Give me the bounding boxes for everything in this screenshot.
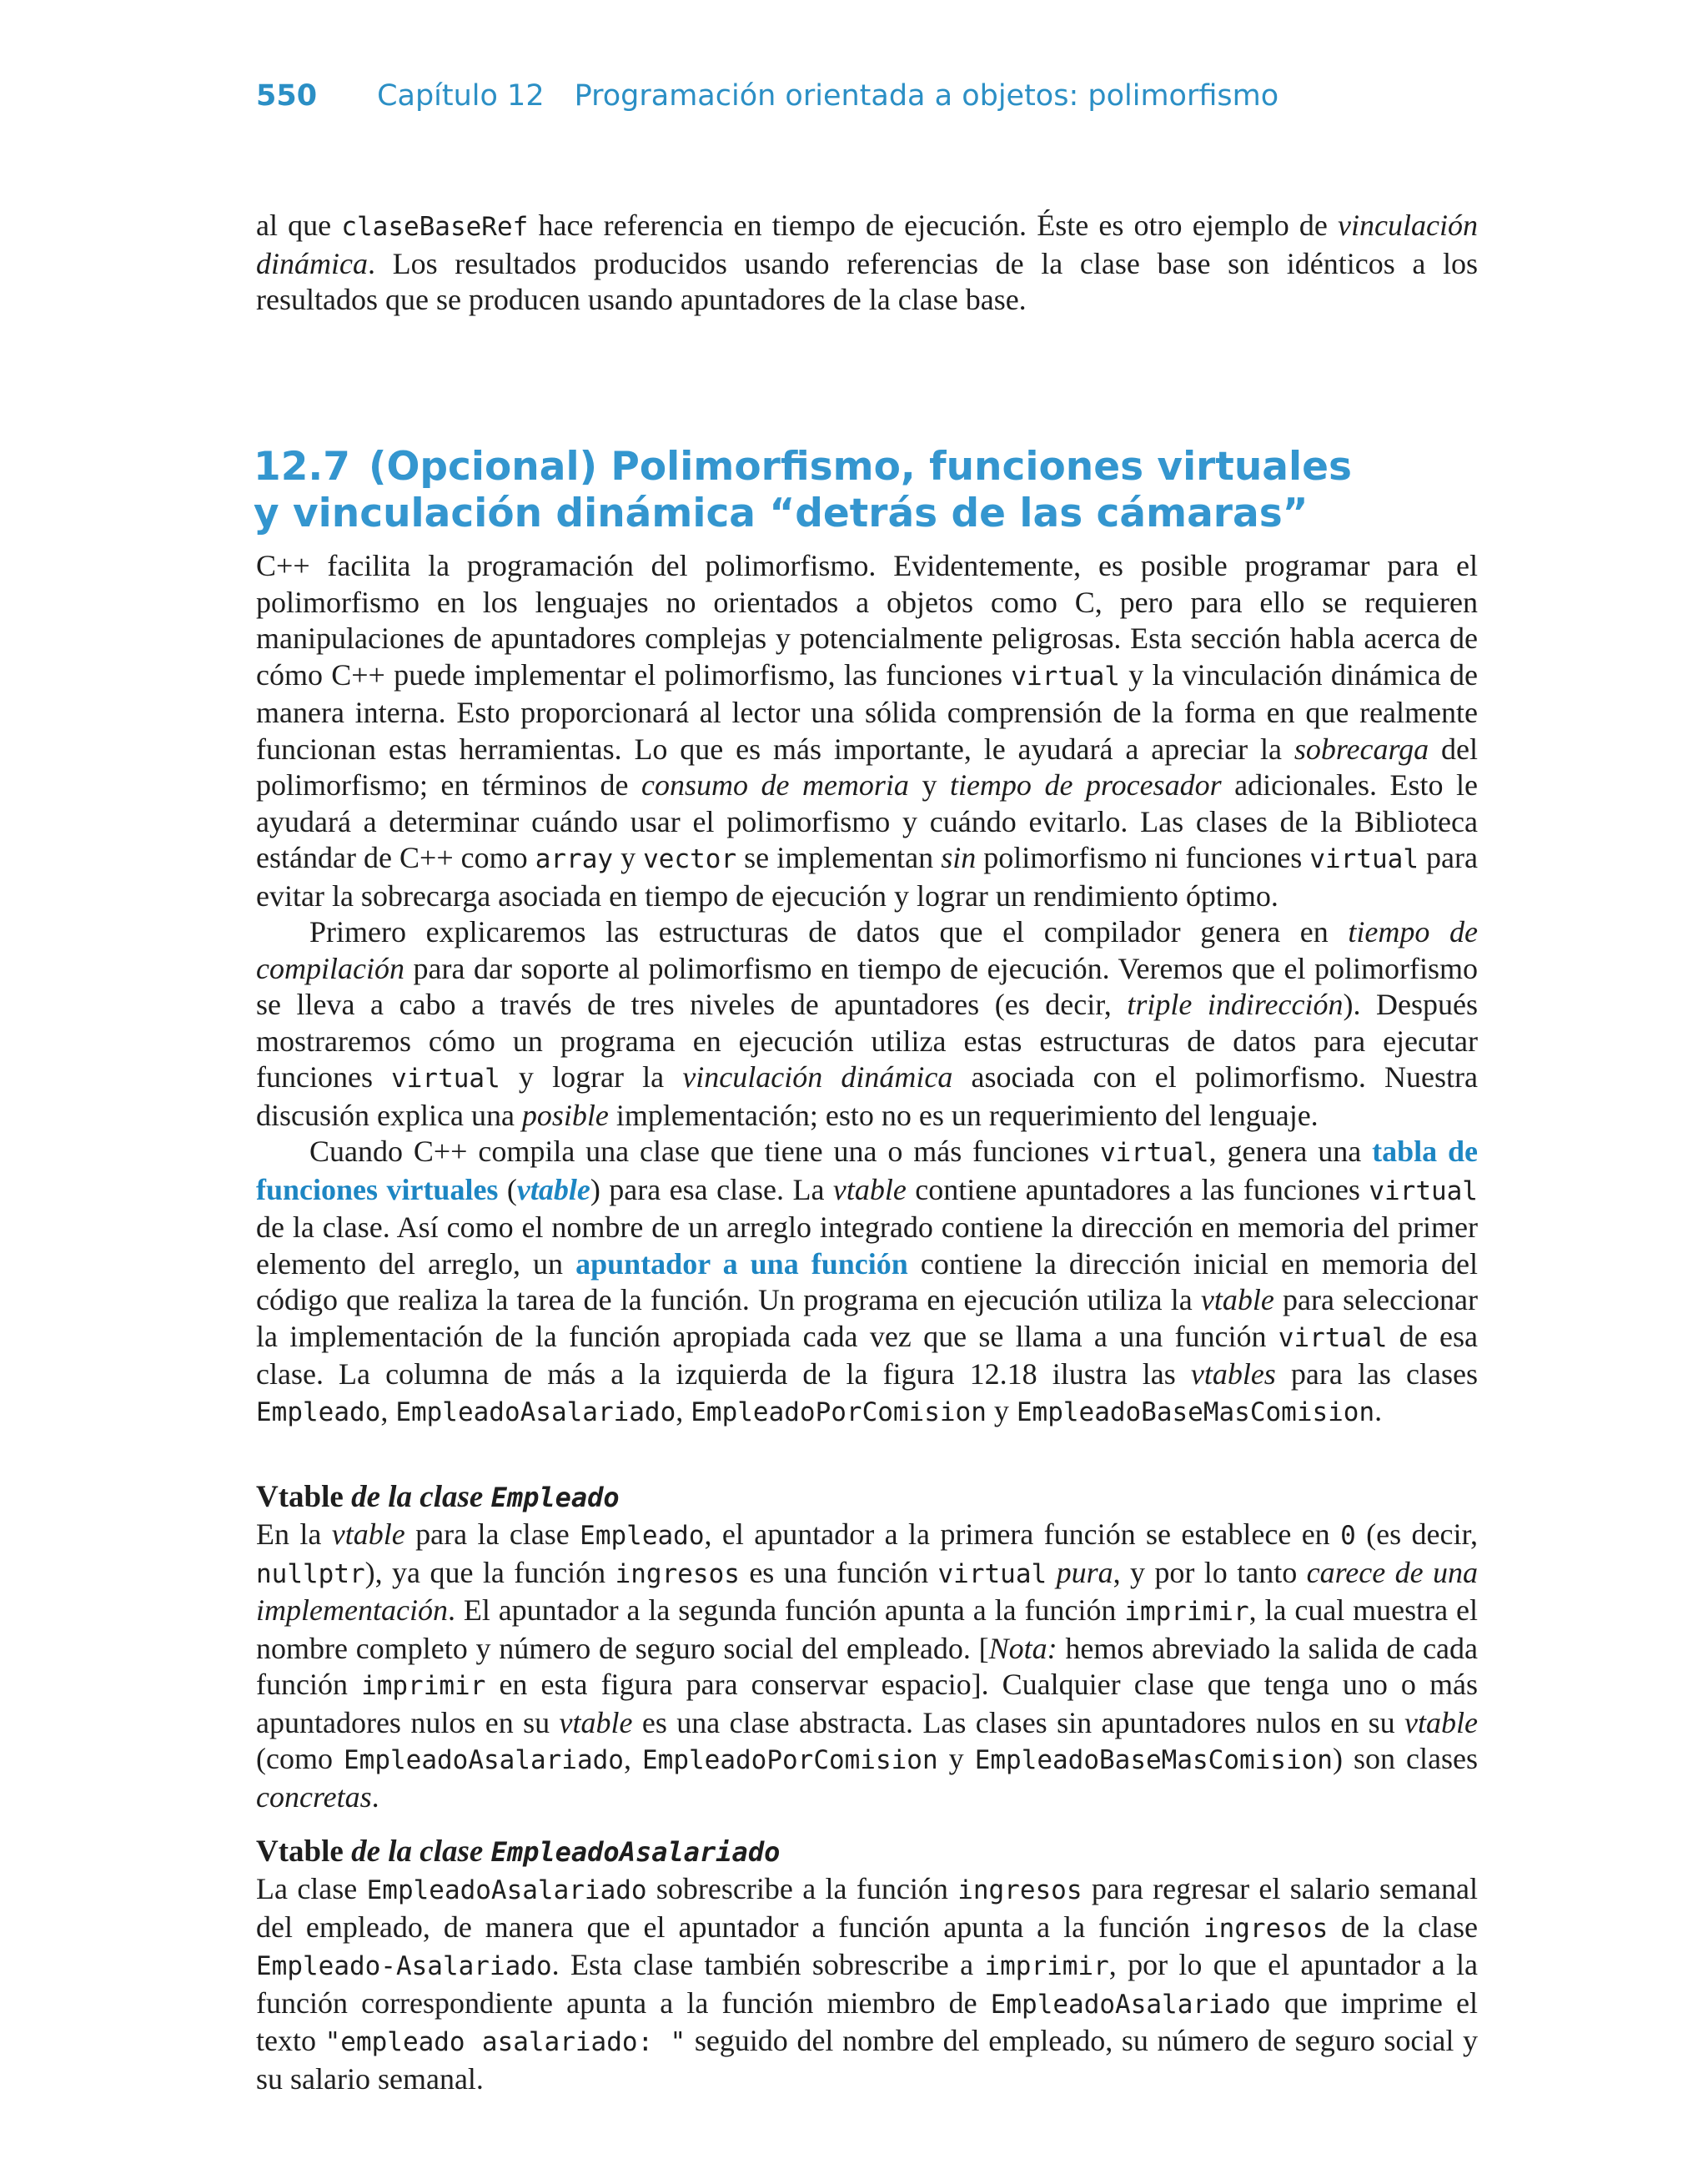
code-term: ingresos [957,1875,1083,1905]
subheading-vtable-empleado-asalariado [256,1833,1478,1871]
chapter-title: Programación orientada a objetos: polimorfismo [574,79,1279,113]
code-term: Empleado [580,1521,705,1551]
emphasis: sobrecarga [1294,732,1429,766]
code-term: claseBaseRef [341,212,529,242]
text-run: se implementan [736,841,942,874]
code-term: vector [643,844,737,874]
section-number: 12.7 [254,444,350,490]
emphasis: vtable [832,1172,907,1206]
section-heading [254,444,1352,537]
text-run: Vtable [256,1834,352,1869]
emphasis: tiempo de procesador [949,768,1222,802]
code-term: Empleado-Asalariado [256,1951,552,1981]
text-run: ) son clases [1332,1742,1479,1775]
text-run: y [613,841,644,874]
code-term: "empleado asalariado: " [324,2027,686,2057]
paragraph-3 [256,1134,1478,1431]
key-term: tabla de funciones virtuales [256,1135,1478,1206]
emphasis: de la clase [351,1834,491,1869]
code-term: imprimir [1124,1597,1249,1627]
emphasis: de la clase [351,1480,491,1514]
text-run: ) para esa clase. La [590,1172,833,1206]
text-run: para dar soporte al polimorfismo en tiempo de ejecución. Veremos que el polimorfismo se lleva a cabo a través de tres niveles de apuntadores (es decir, [256,951,1478,1021]
text-run: de la clase. Así como el nombre de un arreglo integrado contiene la dirección en memoria del primer elemento del arreglo, un [256,1210,1478,1281]
text-run: , y por lo tanto [1113,1555,1307,1589]
code-term: ingresos [615,1558,740,1589]
text-run: , la cual muestra el nombre completo y número de seguro social del empleado. [ [256,1593,1478,1665]
code-term: imprimir [984,1951,1109,1981]
text-run: La clase [256,1872,367,1905]
text-run: ). Después mostraremos cómo un programa en ejecución utiliza estas estructuras de datos para ejecutar funciones [256,988,1478,1094]
emphasis: pura [1056,1555,1113,1589]
code-term: EmpleadoAsalariado [990,1989,1271,2020]
emphasis: vtable [331,1517,405,1551]
code-term: ingresos [1203,1913,1329,1944]
text-run: sobrescribe a la función [646,1872,958,1905]
code-term: EmpleadoAsalariado [490,1836,781,1868]
text-run: y [908,768,950,802]
text-run: y lograr la [500,1060,683,1094]
code-term: EmpleadoBaseMasComision [974,1745,1333,1775]
code-term: virtual [1369,1175,1478,1206]
text-run: para regresar el salario semanal del empleado, de manera que el apuntador a función apunta a la función [256,1872,1478,1944]
emphasis: consumo de memoria [640,768,909,802]
code-term: EmpleadoBaseMasComision [1016,1396,1375,1427]
emphasis: concretas [256,1779,372,1814]
text-run: C++ facilita la programación del polimorfismo. Evidentemente, es posible programar para el polimorfismo en los lenguajes no orientados a objetos como C, pero para ello se requieren manipulaciones de apuntadores complejas y potencialmente peligrosas. Esta sección habla acerca de cómo C++ puede implementar el polimorfismo, las funciones [256,549,1478,692]
emphasis: vtable [1200,1283,1274,1316]
text-run: hemos abreviado la salida de cada función [256,1631,1479,1701]
code-term: EmpleadoAsalariado [366,1875,647,1905]
code-term: virtual [1278,1322,1388,1353]
text-run: al que [256,209,342,242]
text-run: para seleccionar la implementación de la función apropiada cada vez que se llama a una función [256,1283,1478,1353]
text-run: ( [498,1172,517,1206]
emphasis: vinculación dinámica [256,209,1478,280]
text-run: , [380,1393,396,1427]
text-run: , el apuntador a la primera función se establece en [704,1517,1341,1551]
subsection-empleado [256,1478,1478,1815]
text-run: del polimorfismo; en términos de [256,732,1478,802]
text-run: en esta figura para conservar espacio]. Cualquier clase que tenga uno o más apuntadores nulos en su [256,1668,1479,1739]
emphasis: sin [941,841,977,874]
text-run: y la vinculación dinámica de manera interna. Esto proporcionará al lector una sólida comprensión de la forma en que realmente funcionan estas herramientas. Lo que es más importante, le ayudará a apreciar la [256,657,1478,766]
text-run: Vtable [256,1480,352,1514]
text-run: ), ya que la función [364,1555,615,1589]
intro-block [256,208,1478,319]
intro-paragraph [256,208,1478,319]
code-term: EmpleadoAsalariado [395,1396,676,1427]
text-run: seguido del nombre del empleado, su número de seguro social y su salario semanal. [256,2024,1478,2096]
text-run: , [676,1393,691,1427]
text-run: implementación; esto no es un requerimiento del lenguaje. [608,1098,1319,1132]
paragraph-5 [256,1871,1478,2097]
emphasis: vtables [1190,1357,1276,1391]
emphasis: posible [521,1098,609,1132]
paragraph-2 [256,914,1478,1134]
text-run: , por lo que el apuntador a la función correspondiente apunta a la función miembro de [256,1948,1478,2020]
section-title-line1: (Opcional) Polimorfismo, funciones virtuales [368,444,1352,490]
text-run: . Los resultados producidos usando referencias de la clase base son idénticos a los resultados que se producen usando apuntadores de la clase base. [256,246,1478,316]
code-term: EmpleadoPorComision [642,1745,938,1775]
emphasis: triple indirección [1127,988,1344,1021]
code-term: imprimir [361,1671,486,1701]
text-run: que imprime el texto [256,1985,1479,2057]
section-body [256,548,1478,1431]
text-run: polimorfismo ni funciones [976,841,1310,874]
emphasis: vinculación dinámica [682,1060,953,1094]
page-number: 550 [256,79,318,113]
subheading-vtable-empleado [256,1478,1478,1517]
text-run: es una clase abstracta. Las clases sin apuntadores nulos en su [632,1705,1405,1739]
code-term: nullptr [256,1558,365,1589]
emphasis: carece de una implementación [256,1555,1479,1627]
subsection-empleado-asalariado [256,1833,1478,2097]
code-term: 0 [1340,1521,1356,1551]
code-term: virtual [1099,1138,1209,1168]
emphasis: vtable [559,1705,633,1739]
text-run: y [986,1393,1017,1427]
code-term: virtual [937,1558,1047,1589]
code-term: Empleado [256,1396,381,1427]
text-run: (es decir, [1355,1517,1478,1551]
code-term: virtual [1309,844,1419,874]
text-run: adicionales. Esto le ayudará a determinar cuándo usar el polimorfismo y cuándo evitarlo. Las clases de la Biblioteca estándar de C++ como [256,768,1479,874]
text-run: es una función [739,1555,938,1589]
text-run: de esa clase. La columna de más a la izquierda de la figura 12.18 ilustra las [256,1319,1478,1391]
text-run: hace referencia en tiempo de ejecución. Éste es otro ejemplo de [528,209,1339,242]
text-run: de la clase [1328,1910,1478,1944]
text-run: asociada con el polimorfismo. Nuestra discusión explica una [256,1060,1478,1132]
text-run: , [623,1742,643,1775]
text-run: . El apuntador a la segunda función apunta a la función [447,1593,1125,1627]
code-term: virtual [391,1064,500,1094]
code-term: Empleado [490,1482,620,1513]
text-run: . [1374,1393,1383,1427]
text-run: para la clase [404,1517,580,1551]
text-run: En la [256,1517,332,1551]
paragraph-1 [256,548,1478,914]
text-run: . [371,1779,379,1814]
key-term: vtable [516,1172,590,1206]
text-run: para las clases [1275,1357,1478,1391]
code-term: EmpleadoAsalariado [344,1745,624,1775]
text-run [1047,1556,1056,1589]
text-run: contiene apuntadores a las funciones [906,1172,1369,1206]
emphasis: vtable [1404,1705,1479,1739]
text-run: , genera una [1208,1135,1373,1168]
text-run: Primero explicaremos las estructuras de datos que el compilador genera en [309,915,1349,949]
text-run: y [937,1742,975,1775]
paragraph-4 [256,1517,1478,1815]
section-title-line2: y vinculación dinámica “detrás de las cámaras” [254,491,1309,536]
key-term: apuntador a una función [575,1246,908,1281]
chapter-label: Capítulo 12 [377,79,545,113]
code-term: virtual [1011,661,1120,692]
running-head [256,79,1278,113]
text-run: contiene la dirección inicial en memoria del código que realiza la tarea de la función. Un programa en ejecución utiliza la [256,1246,1478,1316]
code-term: array [535,844,614,874]
text-run: . Esta clase también sobrescribe a [551,1948,985,1981]
text-run: Cuando C++ compila una clase que tiene una o más funciones [309,1135,1100,1168]
code-term: EmpleadoPorComision [691,1396,987,1427]
text-run: (como [256,1742,344,1775]
text-run: para evitar la sobrecarga asociada en tiempo de ejecución y lograr un rendimiento óptimo. [256,841,1478,913]
emphasis: Nota: [988,1631,1057,1665]
emphasis: tiempo de compilación [256,915,1478,985]
